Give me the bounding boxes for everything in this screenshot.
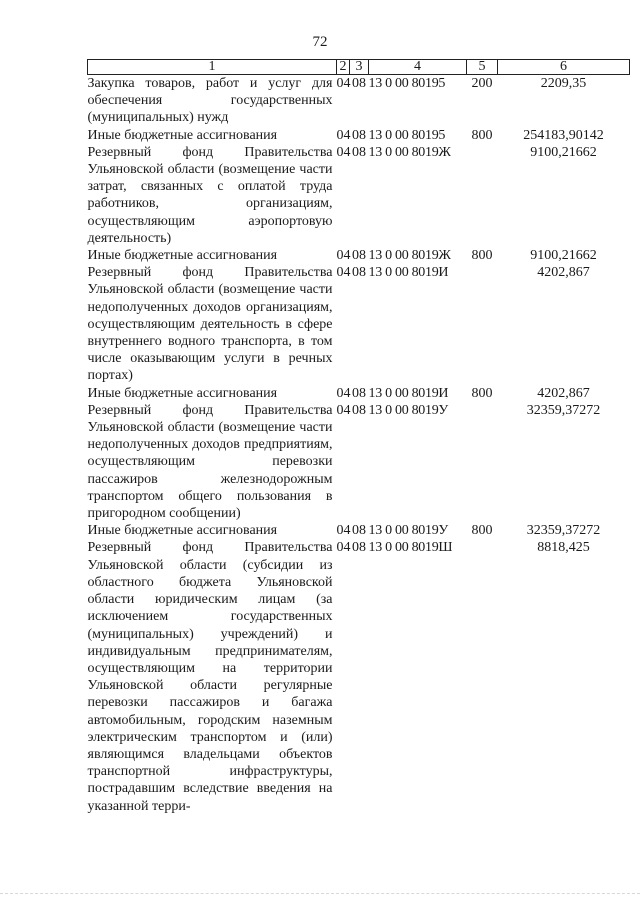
row-expense-type: 800: [471, 127, 493, 143]
header-col-2: 2: [337, 60, 350, 75]
row-amount: 9100,21662: [530, 144, 597, 160]
row-expense-type: [467, 539, 498, 814]
row-expense-type: [467, 144, 498, 247]
row-target-code: 13 0 00 8019У: [368, 523, 449, 539]
row-amount: 4202,867: [537, 385, 590, 401]
scan-artifact-line: [0, 893, 640, 898]
row-name: Резервный фонд Правительства Ульяновской области (возмещение части затрат, связанных с оплатой труда работников, организациям, осуществляющим аэропортовую деятельность): [87, 144, 333, 246]
row-expense-type: 200: [471, 76, 493, 91]
table-row: [88, 385, 630, 402]
header-col-4: 4: [369, 60, 467, 75]
row-subsection: 08: [352, 76, 366, 91]
row-name: Иные бюджетные ассигнования: [87, 127, 278, 143]
row-subsection: 08: [352, 127, 366, 143]
header-col-6: 6: [498, 60, 630, 75]
table-row: [88, 402, 630, 522]
row-section: 04: [336, 248, 351, 264]
row-section: 04: [336, 76, 351, 91]
row-target-code: 13 0 00 8019И: [368, 385, 449, 401]
row-section: 04: [336, 540, 351, 556]
row-name: Иные бюджетные ассигнования: [87, 248, 278, 264]
row-expense-type: 800: [471, 523, 493, 539]
row-subsection: 08: [352, 265, 366, 281]
row-name: Резервный фонд Правительства Ульяновской области (возмещение части недополученных доходов предприятиям, осуществляющим перевозки пассажиров железнодорожным транспортом общего пользования в пригородном сообщении): [87, 402, 333, 522]
table-row: [88, 75, 630, 127]
row-section: 04: [336, 385, 351, 401]
row-amount: 2209,35: [540, 76, 587, 91]
row-subsection: 08: [352, 402, 366, 418]
row-section: 04: [336, 265, 351, 281]
row-amount: 8818,425: [537, 540, 590, 556]
table-row: [88, 127, 630, 144]
row-target-code: 13 0 00 80195: [368, 127, 446, 143]
table-row: [88, 264, 630, 384]
table-row: [88, 247, 630, 264]
row-name: Резервный фонд Правительства Ульяновской области (возмещение части недополученных доходов организациям, осуществляющим деятельность в сфере внутреннего водного транспорта, в том числе оказывающим услуги в речных портах): [87, 265, 333, 384]
table-row: [88, 539, 630, 814]
row-amount: 9100,21662: [530, 248, 597, 264]
row-target-code: 13 0 00 8019И: [368, 265, 449, 281]
row-name: Иные бюджетные ассигнования: [87, 385, 278, 401]
row-name: Иные бюджетные ассигнования: [87, 523, 278, 539]
row-expense-type: [467, 264, 498, 384]
row-target-code: 13 0 00 8019Ш: [368, 540, 453, 556]
table-header-row: [88, 60, 630, 75]
row-section: 04: [336, 127, 351, 143]
row-expense-type: 800: [471, 248, 493, 264]
budget-table: [87, 59, 630, 815]
row-subsection: 08: [352, 144, 366, 160]
row-subsection: 08: [352, 540, 366, 556]
page-number: 72: [312, 34, 328, 50]
table-row: [88, 144, 630, 247]
row-name: Резервный фонд Правительства Ульяновской области (субсидии из областного бюджета Ульяновской области юридическим лицам (за исключением государственных (муниципальных) учреждений) и индивидуальным предпринимателям, осуществляющим на территории Ульяновской области регулярные перевозки пассажиров и багажа автомобильным, городским наземным электрическим транспортом и (или) являющимся владельцами объектов транспортной инфраструктуры, пострадавшим вследствие введения на указанной терри-: [87, 540, 333, 814]
row-expense-type: 800: [471, 385, 493, 401]
row-target-code: 13 0 00 8019Ж: [368, 248, 451, 264]
header-col-3: 3: [350, 60, 369, 75]
row-expense-type: [467, 402, 498, 522]
row-amount: 32359,37272: [526, 402, 601, 418]
row-subsection: 08: [352, 248, 366, 264]
row-subsection: 08: [352, 385, 366, 401]
row-target-code: 13 0 00 8019У: [368, 402, 449, 418]
row-target-code: 13 0 00 80195: [368, 76, 446, 91]
row-name: Закупка товаров, работ и услуг для обеспечения государственных (муниципальных) нужд: [87, 76, 333, 126]
row-section: 04: [336, 523, 351, 539]
row-amount: 254183,90142: [523, 127, 604, 143]
row-section: 04: [336, 144, 351, 160]
header-col-5: 5: [467, 60, 498, 75]
row-target-code: 13 0 00 8019Ж: [368, 144, 451, 160]
row-amount: 32359,37272: [526, 523, 601, 539]
row-amount: 4202,867: [537, 265, 590, 281]
table-row: [88, 522, 630, 539]
row-subsection: 08: [352, 523, 366, 539]
row-section: 04: [336, 402, 351, 418]
header-col-1: 1: [88, 60, 337, 75]
